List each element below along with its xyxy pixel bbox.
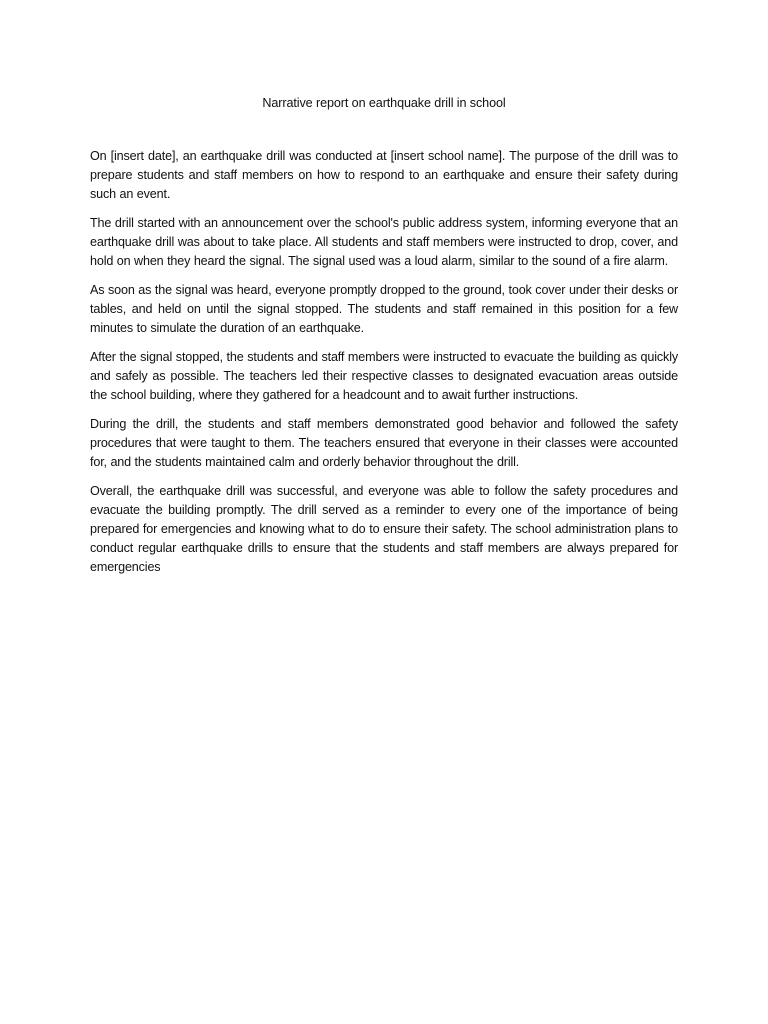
document-title: Narrative report on earthquake drill in school bbox=[262, 96, 506, 110]
paragraph-evacuation: After the signal stopped, the students and staff members were instructed to evacuate the building as quickly and safely as possible. The teachers led their respective classes to designated evacuation areas outside the school building, where they gathered for a headcount and to await further instructions. bbox=[90, 350, 678, 402]
paragraph-drop-cover: As soon as the signal was heard, everyone promptly dropped to the ground, took cover under their desks or tables, and held on until the signal stopped. The students and staff remained in this position for a few minutes to simulate the duration of an earthquake. bbox=[90, 283, 678, 335]
paragraph-announcement: The drill started with an announcement over the school's public address system, informing everyone that an earthquake drill was about to take place. All students and staff members were instructed to drop, cover, and hold on when they heard the signal. The signal used was a loud alarm, similar to the sound of a fire alarm. bbox=[90, 216, 678, 268]
paragraph-behavior: During the drill, the students and staff members demonstrated good behavior and followed the safety procedures that were taught to them. The teachers ensured that everyone in their classes were accounted for, and the students maintained calm and orderly behavior throughout the drill. bbox=[90, 417, 678, 469]
paragraph-conclusion: Overall, the earthquake drill was successful, and everyone was able to follow the safety procedures and evacuate the building promptly. The drill served as a reminder to every one of the importance of being prepared for emergencies and knowing what to do to ensure their safety. The school administration plans to conduct regular earthquake drills to ensure that the students and staff members are always prepared for emergencies bbox=[90, 484, 678, 574]
paragraph-date-purpose: On [insert date], an earthquake drill was conducted at [insert school name]. The purpose of the drill was to prepare students and staff members on how to respond to an earthquake and ensure their safety during such an event. bbox=[90, 149, 678, 201]
